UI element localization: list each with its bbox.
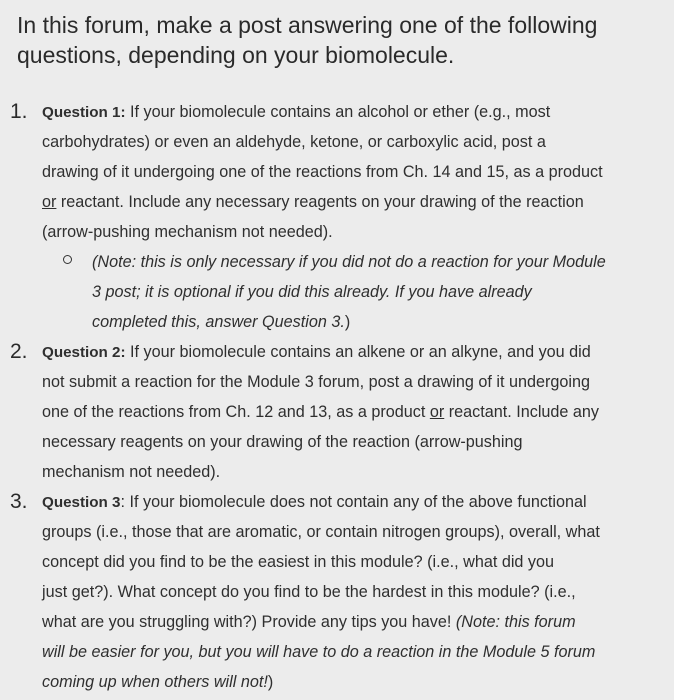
question-3-line-2: groups (i.e., those that are aromatic, or contain nitrogen groups), overall, what bbox=[42, 523, 600, 541]
question-2-number: 2. bbox=[10, 340, 28, 363]
question-2-line-1 bbox=[42, 337, 674, 367]
intro-line-1: In this forum, make a post answering one of the following bbox=[17, 12, 598, 38]
question-3-line-3: concept did you find to be the easiest in this module? (i.e., what did you bbox=[42, 553, 555, 571]
question-3-line-1 bbox=[42, 487, 674, 517]
question-2-line-3 bbox=[42, 397, 674, 427]
question-2-text bbox=[42, 337, 674, 487]
question-2-line-3b: reactant. Include any bbox=[444, 403, 600, 421]
question-1-line-1 bbox=[42, 97, 674, 127]
question-1-line-5: (arrow-pushing mechanism not needed). bbox=[42, 223, 333, 241]
question-1-text bbox=[42, 97, 674, 247]
question-1-line-4 bbox=[42, 187, 674, 217]
question-1-note bbox=[92, 247, 674, 337]
hollow-bullet-icon bbox=[63, 255, 72, 264]
question-3-line-7-text: coming up when others will not! bbox=[42, 673, 268, 691]
question-3-line-6 bbox=[42, 637, 674, 667]
question-1-line-1-text: If your biomolecule contains an alcohol or ether (e.g., most bbox=[125, 103, 551, 121]
question-2-line-4: necessary reagents on your drawing of the reaction (arrow-pushing bbox=[42, 433, 523, 451]
question-3-line-7 bbox=[42, 667, 674, 697]
question-1-label: Question 1: bbox=[42, 104, 126, 121]
question-3-line-1-text: : If your biomolecule does not contain any of the above functional bbox=[120, 493, 587, 511]
question-1-line-2: carbohydrates) or even an aldehyde, ketone, or carboxylic acid, post a bbox=[42, 133, 546, 151]
question-3-line-5 bbox=[42, 607, 674, 637]
question-2-label: Question 2: bbox=[42, 344, 126, 361]
question-2-or-underlined: or bbox=[429, 403, 445, 421]
note-close-paren: ) bbox=[344, 313, 351, 331]
intro-line-2: questions, depending on your biomolecule. bbox=[17, 42, 455, 68]
question-1-or-underlined: or bbox=[42, 193, 57, 211]
question-3-line-4: just get?). What concept do you find to be the hardest in this module? (i.e., bbox=[42, 583, 576, 601]
note-line-3 bbox=[92, 307, 674, 337]
question-1-line-4-text: reactant. Include any necessary reagents on your drawing of the reaction bbox=[56, 193, 584, 211]
note-line-1: (Note: this is only necessary if you did not do a reaction for your Module bbox=[92, 253, 606, 271]
question-1-number: 1. bbox=[10, 100, 28, 123]
intro-heading bbox=[17, 10, 667, 70]
question-3-line-6-text: will be easier for you, but you will have to do a reaction in the Module 5 forum bbox=[42, 643, 596, 661]
question-2-line-3a: one of the reactions from Ch. 12 and 13, as a product bbox=[42, 403, 430, 421]
question-2-line-5: mechanism not needed). bbox=[42, 463, 221, 481]
question-3-text bbox=[42, 487, 674, 697]
question-3-line-5a: what are you struggling with?) Provide any tips you have! bbox=[42, 613, 456, 631]
note-line-2: 3 post; it is optional if you did this already. If you have already bbox=[92, 283, 532, 301]
note-line-3-text: completed this, answer Question 3. bbox=[92, 313, 345, 331]
question-3-label: Question 3 bbox=[42, 494, 121, 511]
question-2-line-1-text: If your biomolecule contains an alkene or an alkyne, and you did bbox=[125, 343, 591, 361]
question-1-line-3: drawing of it undergoing one of the reactions from Ch. 14 and 15, as a product bbox=[42, 163, 603, 181]
question-3-close-paren: ) bbox=[267, 673, 274, 691]
question-3-note-start: (Note: this forum bbox=[455, 613, 576, 631]
question-2-line-2: not submit a reaction for the Module 3 forum, post a drawing of it undergoing bbox=[42, 373, 590, 391]
question-3-number: 3. bbox=[10, 490, 28, 513]
